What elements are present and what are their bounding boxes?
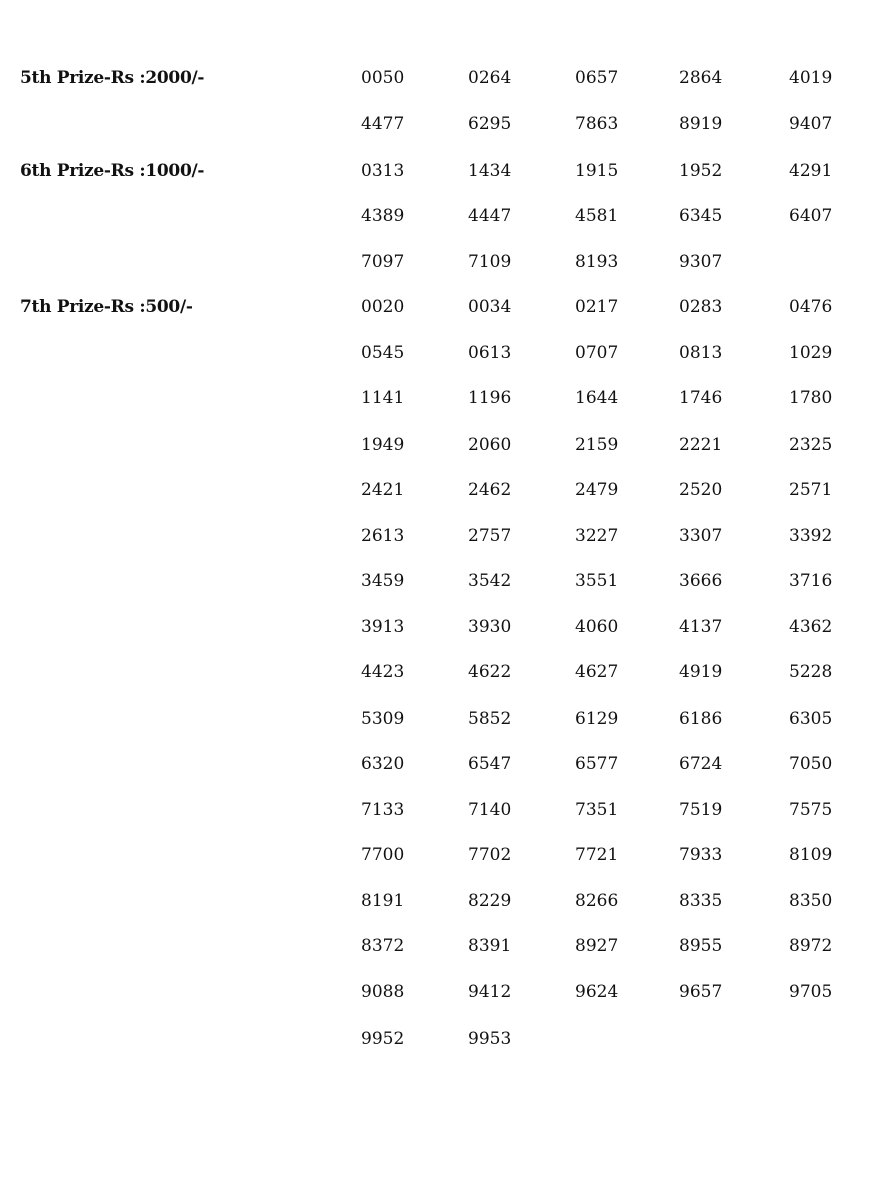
ticket-number: 6547	[468, 754, 512, 774]
ticket-number: 2325	[789, 435, 833, 455]
prize-row	[0, 707, 876, 731]
ticket-number: 9088	[361, 982, 405, 1002]
ticket-number: 8919	[679, 114, 723, 134]
ticket-number: 7575	[789, 800, 833, 820]
ticket-number: 4477	[361, 114, 405, 134]
ticket-number: 9407	[789, 114, 833, 134]
ticket-number: 2462	[468, 480, 512, 500]
ticket-number: 7097	[361, 252, 405, 272]
ticket-number: 9953	[468, 1029, 512, 1049]
prize-row	[0, 478, 876, 502]
ticket-number: 1029	[789, 343, 833, 363]
ticket-number: 3459	[361, 571, 405, 591]
prize-row	[0, 569, 876, 593]
ticket-number: 8391	[468, 936, 512, 956]
prize-row	[0, 889, 876, 913]
ticket-number: 8335	[679, 891, 723, 911]
ticket-number: 1746	[679, 388, 723, 408]
ticket-number: 5228	[789, 662, 833, 682]
ticket-number: 8955	[679, 936, 723, 956]
ticket-number: 4622	[468, 662, 512, 682]
ticket-number: 7140	[468, 800, 512, 820]
ticket-number: 3307	[679, 526, 723, 546]
ticket-number: 8109	[789, 845, 833, 865]
prize-row	[0, 386, 876, 410]
prize-row	[0, 524, 876, 548]
ticket-number: 9624	[575, 982, 619, 1002]
ticket-number: 3666	[679, 571, 723, 591]
prize-row	[0, 752, 876, 776]
ticket-number: 3716	[789, 571, 833, 591]
prize-row	[0, 433, 876, 457]
ticket-number: 7702	[468, 845, 512, 865]
prize-row	[0, 660, 876, 684]
ticket-number: 8193	[575, 252, 619, 272]
ticket-number: 0050	[361, 68, 405, 88]
ticket-number: 7700	[361, 845, 405, 865]
ticket-number: 4581	[575, 206, 619, 226]
ticket-number: 6305	[789, 709, 833, 729]
ticket-number: 2221	[679, 435, 723, 455]
ticket-number: 2060	[468, 435, 512, 455]
ticket-number: 3227	[575, 526, 619, 546]
prize-row	[0, 204, 876, 228]
ticket-number: 4137	[679, 617, 723, 637]
ticket-number: 4627	[575, 662, 619, 682]
ticket-number: 2520	[679, 480, 723, 500]
ticket-number: 1952	[679, 161, 723, 181]
ticket-number: 1644	[575, 388, 619, 408]
ticket-number: 9952	[361, 1029, 405, 1049]
ticket-number: 2421	[361, 480, 405, 500]
ticket-number: 4423	[361, 662, 405, 682]
ticket-number: 3542	[468, 571, 512, 591]
ticket-number: 6320	[361, 754, 405, 774]
ticket-number: 7109	[468, 252, 512, 272]
ticket-number: 0613	[468, 343, 512, 363]
ticket-number: 1434	[468, 161, 512, 181]
ticket-number: 6186	[679, 709, 723, 729]
ticket-number: 1780	[789, 388, 833, 408]
ticket-number: 1141	[361, 388, 405, 408]
ticket-number: 6724	[679, 754, 723, 774]
prize-row	[0, 295, 876, 319]
ticket-number: 8350	[789, 891, 833, 911]
ticket-number: 7721	[575, 845, 619, 865]
ticket-number: 8266	[575, 891, 619, 911]
ticket-number: 2864	[679, 68, 723, 88]
ticket-number: 0217	[575, 297, 619, 317]
prize-row	[0, 843, 876, 867]
ticket-number: 2613	[361, 526, 405, 546]
ticket-number: 6407	[789, 206, 833, 226]
ticket-number: 4060	[575, 617, 619, 637]
ticket-number: 0707	[575, 343, 619, 363]
ticket-number: 1196	[468, 388, 512, 408]
prize-row	[0, 615, 876, 639]
ticket-number: 0034	[468, 297, 512, 317]
prize-row	[0, 980, 876, 1004]
ticket-number: 3930	[468, 617, 512, 637]
ticket-number: 8229	[468, 891, 512, 911]
prize-row	[0, 250, 876, 274]
ticket-number: 0020	[361, 297, 405, 317]
prize-row	[0, 159, 876, 183]
ticket-number: 6295	[468, 114, 512, 134]
ticket-number: 6129	[575, 709, 619, 729]
ticket-number: 7133	[361, 800, 405, 820]
ticket-number: 5309	[361, 709, 405, 729]
ticket-number: 4291	[789, 161, 833, 181]
ticket-number: 1949	[361, 435, 405, 455]
ticket-number: 4389	[361, 206, 405, 226]
ticket-number: 0476	[789, 297, 833, 317]
ticket-number: 6345	[679, 206, 723, 226]
prize-row	[0, 341, 876, 365]
ticket-number: 4019	[789, 68, 833, 88]
ticket-number: 1915	[575, 161, 619, 181]
ticket-number: 7519	[679, 800, 723, 820]
ticket-number: 2571	[789, 480, 833, 500]
ticket-number: 7863	[575, 114, 619, 134]
ticket-number: 2479	[575, 480, 619, 500]
ticket-number: 7933	[679, 845, 723, 865]
ticket-number: 8927	[575, 936, 619, 956]
ticket-number: 0313	[361, 161, 405, 181]
ticket-number: 3551	[575, 571, 619, 591]
ticket-number: 5852	[468, 709, 512, 729]
ticket-number: 3913	[361, 617, 405, 637]
ticket-number: 0264	[468, 68, 512, 88]
prize-row	[0, 934, 876, 958]
ticket-number: 9705	[789, 982, 833, 1002]
prize-row	[0, 112, 876, 136]
ticket-number: 0545	[361, 343, 405, 363]
ticket-number: 6577	[575, 754, 619, 774]
ticket-number: 9657	[679, 982, 723, 1002]
ticket-number: 4919	[679, 662, 723, 682]
prize-row	[0, 1027, 876, 1051]
ticket-number: 2757	[468, 526, 512, 546]
prize-label-5th: 5th Prize-Rs :2000/-	[20, 68, 205, 88]
ticket-number: 8191	[361, 891, 405, 911]
ticket-number: 8972	[789, 936, 833, 956]
ticket-number: 2159	[575, 435, 619, 455]
ticket-number: 7351	[575, 800, 619, 820]
ticket-number: 4447	[468, 206, 512, 226]
ticket-number: 0657	[575, 68, 619, 88]
ticket-number: 3392	[789, 526, 833, 546]
ticket-number: 9412	[468, 982, 512, 1002]
ticket-number: 7050	[789, 754, 833, 774]
ticket-number: 4362	[789, 617, 833, 637]
ticket-number: 0813	[679, 343, 723, 363]
prize-row	[0, 66, 876, 90]
ticket-number: 9307	[679, 252, 723, 272]
ticket-number: 0283	[679, 297, 723, 317]
prize-row	[0, 798, 876, 822]
prize-label-7th: 7th Prize-Rs :500/-	[20, 297, 193, 317]
prize-label-6th: 6th Prize-Rs :1000/-	[20, 161, 205, 181]
ticket-number: 8372	[361, 936, 405, 956]
